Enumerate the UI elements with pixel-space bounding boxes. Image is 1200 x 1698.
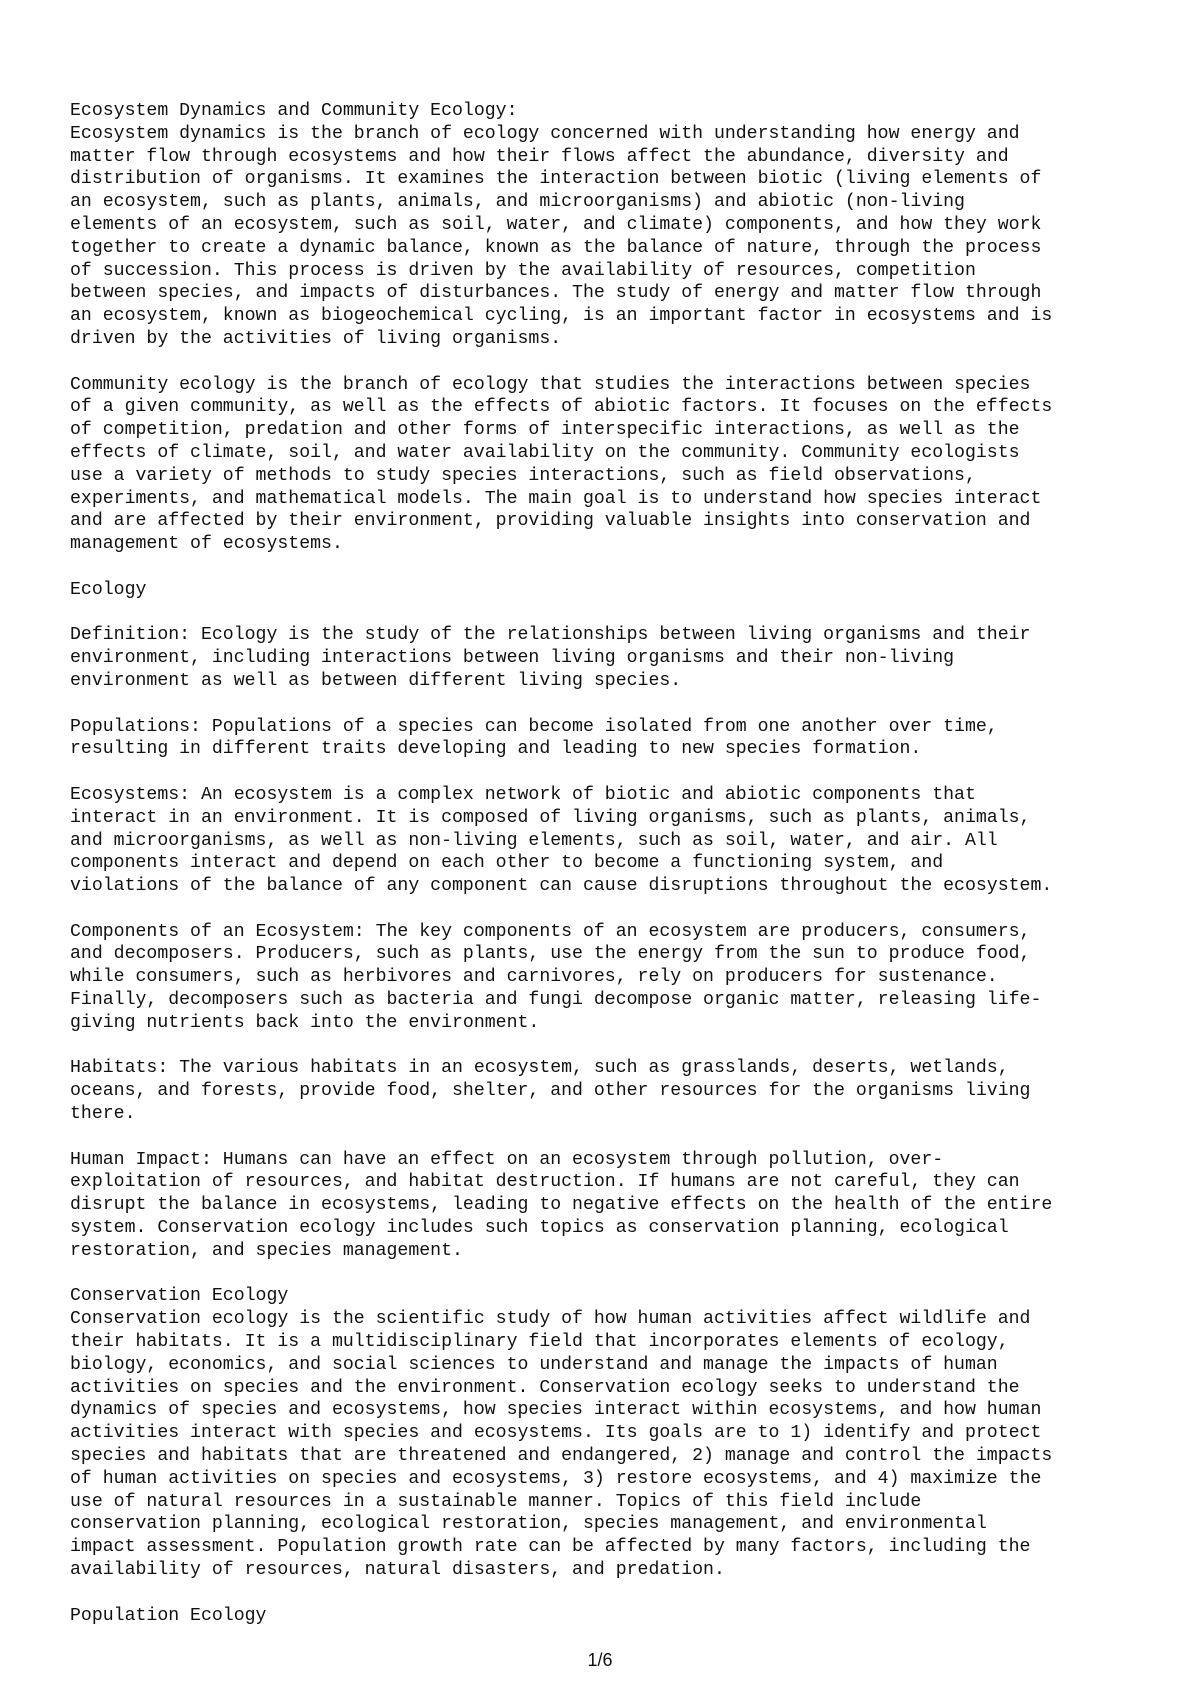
text-line: Ecosystem dynamics is the branch of ecology concerned with understanding how energy and [70, 123, 1020, 144]
text-line: between species, and impacts of disturbances. The study of energy and matter flow through [70, 283, 1042, 304]
text-line: violations of the balance of any component can cause disruptions throughout the ecosystem. [70, 876, 1053, 897]
text-line: Populations: Populations of a species can become isolated from one another over time, [70, 716, 998, 737]
text-line: Definition: Ecology is the study of the relationships between living organisms and their [70, 625, 1031, 646]
text-line: of competition, predation and other forms of interspecific interactions, as well as the [70, 420, 1020, 441]
text-line: environment as well as between different living species. [70, 670, 682, 691]
text-line: management of ecosystems. [70, 534, 343, 555]
text-line: interact in an environment. It is composed of living organisms, such as plants, animals, [70, 807, 1031, 828]
text-line: Ecology [70, 579, 147, 600]
text-line: exploitation of resources, and habitat destruction. If humans are not careful, they can [70, 1172, 1020, 1193]
text-line: biology, economics, and social sciences to understand and manage the impacts of human [70, 1354, 998, 1375]
blank-line [70, 602, 1150, 625]
text-line: conservation planning, ecological restoration, species management, and environmental [70, 1514, 987, 1535]
text-line: disrupt the balance in ecosystems, leading to negative effects on the health of the entire [70, 1195, 1053, 1216]
text-line: and microorganisms, as well as non-living elements, such as soil, water, and air. All [70, 830, 998, 851]
text-line: availability of resources, natural disasters, and predation. [70, 1560, 725, 1580]
blank-line [70, 693, 1150, 716]
blank-line [70, 1126, 1150, 1149]
text-line: Population Ecology [70, 1605, 267, 1626]
text-line: Community ecology is the branch of ecology that studies the interactions between species [70, 374, 1031, 395]
text-line: components interact and depend on each other to become a functioning system, and [70, 853, 944, 874]
text-line: impact assessment. Population growth rate can be affected by many factors, including the [70, 1537, 1031, 1558]
text-line: Habitats: The various habitats in an ecosystem, such as grasslands, deserts, wetlands, [70, 1058, 1009, 1079]
text-line: effects of climate, soil, and water availability on the community. Community ecologists [70, 442, 1020, 463]
document-body [70, 100, 1150, 1627]
text-line: dynamics of species and ecosystems, how species interact within ecosystems, and how human [70, 1400, 1042, 1421]
text-line: an ecosystem, such as plants, animals, and microorganisms) and abiotic (non-living [70, 192, 965, 213]
text-line: and decomposers. Producers, such as plants, use the energy from the sun to produce food, [70, 944, 1031, 965]
text-line: their habitats. It is a multidisciplinary field that incorporates elements of ecology, [70, 1332, 1009, 1353]
text-line: experiments, and mathematical models. The main goal is to understand how species interact [70, 488, 1042, 509]
text-line: Ecosystem Dynamics and Community Ecology: [70, 101, 518, 121]
text-line: oceans, and forests, provide food, shelter, and other resources for the organisms living [70, 1081, 1031, 1102]
text-line: distribution of organisms. It examines the interaction between biotic (living elements of [70, 169, 1042, 190]
blank-line [70, 556, 1150, 579]
blank-line [70, 1582, 1150, 1605]
text-line: an ecosystem, known as biogeochemical cycling, is an important factor in ecosystems and is [70, 306, 1053, 327]
blank-line [70, 351, 1150, 374]
blank-line [70, 1263, 1150, 1286]
text-line: environment, including interactions between living organisms and their non-living [70, 648, 955, 669]
text-line: Conservation ecology is the scientific study of how human activities affect wildlife and [70, 1309, 1031, 1330]
text-line: use of natural resources in a sustainable manner. Topics of this field include [70, 1491, 922, 1512]
text-line: restoration, and species management. [70, 1240, 463, 1261]
blank-line [70, 898, 1150, 921]
text-line: Conservation Ecology [70, 1286, 289, 1307]
text-line: Finally, decomposers such as bacteria and fungi decompose organic matter, releasing life- [70, 990, 1042, 1011]
text-line: use a variety of methods to study species interactions, such as field observations, [70, 465, 976, 486]
text-line: of human activities on species and ecosystems, 3) restore ecosystems, and 4) maximize the [70, 1468, 1042, 1489]
text-line: of succession. This process is driven by the availability of resources, competition [70, 260, 976, 281]
text-line: system. Conservation ecology includes such topics as conservation planning, ecological [70, 1218, 1009, 1239]
text-line: Components of an Ecosystem: The key components of an ecosystem are producers, consumers, [70, 921, 1031, 942]
text-line: species and habitats that are threatened and endangered, 2) manage and control the impacts [70, 1446, 1053, 1467]
text-line: activities on species and the environment. Conservation ecology seeks to understand the [70, 1377, 1020, 1398]
text-line: matter flow through ecosystems and how their flows affect the abundance, diversity and [70, 146, 1009, 167]
blank-line [70, 1035, 1150, 1058]
text-line: elements of an ecosystem, such as soil, water, and climate) components, and how they work [70, 214, 1042, 235]
text-line: Ecosystems: An ecosystem is a complex network of biotic and abiotic components that [70, 784, 976, 805]
text-line: together to create a dynamic balance, known as the balance of nature, through the process [70, 237, 1042, 258]
text-line: Human Impact: Humans can have an effect on an ecosystem through pollution, over- [70, 1149, 944, 1170]
text-line: resulting in different traits developing and leading to new species formation. [70, 739, 922, 760]
page-number: 1/6 [587, 1650, 613, 1670]
text-line: of a given community, as well as the effects of abiotic factors. It focuses on the effects [70, 397, 1053, 418]
text-line: giving nutrients back into the environment. [70, 1012, 540, 1033]
text-line: activities interact with species and ecosystems. Its goals are to 1) identify and protect [70, 1423, 1042, 1444]
text-line: while consumers, such as herbivores and carnivores, rely on producers for sustenance. [70, 967, 998, 988]
text-line: and are affected by their environment, providing valuable insights into conservation and [70, 511, 1031, 532]
blank-line [70, 761, 1150, 784]
text-line: driven by the activities of living organisms. [70, 328, 562, 349]
text-line: there. [70, 1104, 136, 1125]
